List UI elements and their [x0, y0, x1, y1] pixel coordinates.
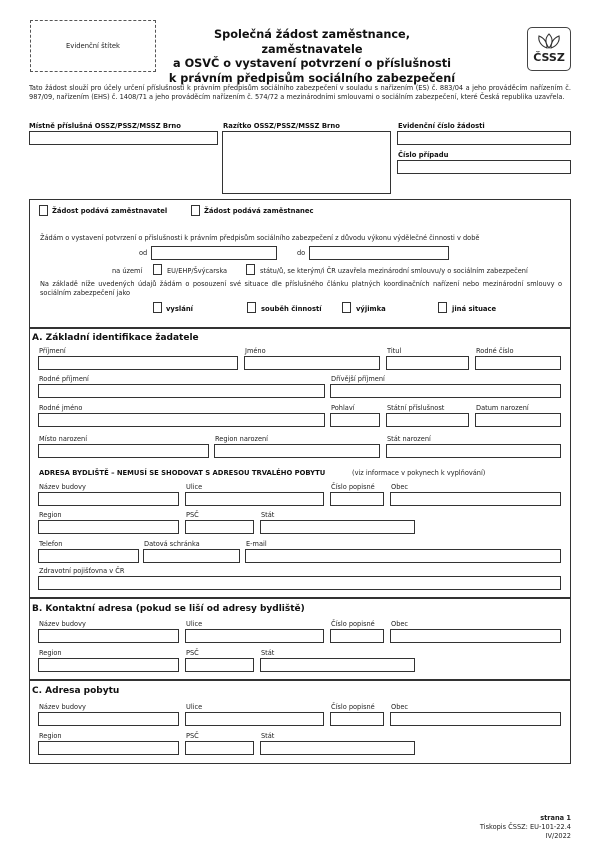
building-field[interactable] [38, 492, 179, 506]
employer-request-label: Žádost podává zaměstnavatel [52, 207, 168, 215]
period-to-label: do [297, 249, 306, 257]
citizenship-field[interactable] [386, 413, 469, 427]
assessment-basis-text: Na základě níže uvedených údajů žádám o posouzení své situace dle příslušného článku platných koordinačních nařízení nebo mezinárodní smlouvy o sociálním zabezpečení jako [40, 280, 562, 298]
form-title [164, 28, 460, 86]
local-office-field[interactable] [29, 131, 218, 145]
contact-state-field[interactable] [260, 658, 415, 672]
house-number-field[interactable] [330, 492, 384, 506]
sex-field[interactable] [330, 413, 380, 427]
sex-label: Pohlaví [331, 404, 355, 412]
stay-house-number-label: Číslo popisné [331, 703, 375, 711]
request-text: Žádám o vystavení potvrzení o příslušnosti k právním předpisům sociálního zabezpečení z důvodu výkonu výdělečné činnosti v době [40, 234, 480, 242]
form-code: Tiskopis ČSSZ: EU-101-22.4 [479, 823, 571, 831]
treaty-state-label: státu/ů, se kterým/i ČR uzavřela mezinárodní smlouvu/y o sociálním zabezpečení [260, 267, 528, 275]
form-title-line-1: Společná žádost zaměstnance, zaměstnavatele [213, 28, 411, 56]
street-label: Ulice [186, 483, 203, 491]
region-field[interactable] [38, 520, 179, 534]
stay-zip-label: PSČ [186, 732, 199, 740]
other-situation-checkbox[interactable] [438, 302, 447, 313]
birth-surname-label: Rodné příjmení [39, 375, 89, 383]
contact-building-label: Název budovy [39, 620, 86, 628]
employee-request-label: Žádost podává zaměstnanec [204, 207, 314, 215]
birth-state-label: Stát narození [387, 435, 431, 443]
posting-checkbox[interactable] [153, 302, 162, 313]
page-footer [420, 814, 571, 841]
building-label: Název budovy [39, 483, 86, 491]
local-office-label: Místně příslušná OSSZ/PSSZ/MSSZ Brno [29, 122, 181, 130]
birth-state-field[interactable] [386, 444, 561, 458]
birth-date-field[interactable] [475, 413, 561, 427]
concurrent-activity-checkbox[interactable] [247, 302, 256, 313]
residence-address-heading: ADRESA BYDLIŠTĚ – NEMUSÍ SE SHODOVAT S ADRESOU TRVALÉHO POBYTU [39, 469, 326, 477]
period-from-label: od [139, 249, 148, 257]
contact-zip-label: PSČ [186, 649, 199, 657]
contact-municipality-field[interactable] [390, 629, 561, 643]
section-b-title: B. Kontaktní adresa (pokud se liší od adresy bydliště) [32, 604, 305, 614]
birth-place-label: Místo narození [39, 435, 88, 443]
posting-label: vyslání [166, 305, 193, 313]
contact-house-number-field[interactable] [330, 629, 384, 643]
municipality-field[interactable] [390, 492, 561, 506]
phone-label: Telefon [39, 540, 63, 548]
birth-number-label: Rodné číslo [476, 347, 514, 355]
exception-label: výjimka [356, 305, 386, 313]
birth-name-field[interactable] [38, 413, 325, 427]
house-number-label: Číslo popisné [331, 483, 375, 491]
case-number-field[interactable] [397, 160, 571, 174]
surname-field[interactable] [38, 356, 238, 370]
previous-surnames-field[interactable] [330, 384, 561, 398]
exception-checkbox[interactable] [342, 302, 351, 313]
first-name-field[interactable] [244, 356, 380, 370]
period-to-field[interactable] [309, 246, 449, 260]
period-from-field[interactable] [151, 246, 277, 260]
logo-text: ČSSZ [533, 51, 565, 64]
zip-field[interactable] [185, 520, 254, 534]
first-name-label: Jméno [245, 347, 266, 355]
contact-municipality-label: Obec [391, 620, 409, 628]
contact-street-field[interactable] [185, 629, 324, 643]
municipality-label: Obec [391, 483, 409, 491]
phone-field[interactable] [38, 549, 139, 563]
stay-street-field[interactable] [185, 712, 324, 726]
form-date: IV/2022 [545, 832, 571, 840]
office-stamp-label: Razítko OSSZ/PSSZ/MSSZ Brno [223, 122, 340, 130]
leaf-emblem-icon [528, 32, 570, 50]
citizenship-label: Státní příslušnost [387, 404, 445, 412]
stay-municipality-label: Obec [391, 703, 409, 711]
street-field[interactable] [185, 492, 324, 506]
stay-state-field[interactable] [260, 741, 415, 755]
email-label: E-mail [246, 540, 267, 548]
birth-region-label: Region narození [215, 435, 269, 443]
stay-building-field[interactable] [38, 712, 179, 726]
contact-zip-field[interactable] [185, 658, 254, 672]
stay-municipality-field[interactable] [390, 712, 561, 726]
previous-surnames-label: Dřívější příjmení [331, 375, 385, 383]
contact-region-field[interactable] [38, 658, 179, 672]
data-box-label: Datová schránka [144, 540, 200, 548]
contact-street-label: Ulice [186, 620, 203, 628]
stay-zip-field[interactable] [185, 741, 254, 755]
contact-state-label: Stát [261, 649, 275, 657]
page-number: strana 1 [540, 814, 571, 822]
cssz-logo [527, 27, 571, 71]
birth-name-label: Rodné jméno [39, 404, 83, 412]
region-label: Region [39, 511, 62, 519]
stay-region-label: Region [39, 732, 62, 740]
stay-building-label: Název budovy [39, 703, 86, 711]
employee-request-checkbox[interactable] [191, 205, 200, 216]
section-c-title: C. Adresa pobytu [32, 686, 120, 696]
stay-street-label: Ulice [186, 703, 203, 711]
health-insurer-field[interactable] [38, 576, 561, 590]
state-label: Stát [261, 511, 275, 519]
degree-field[interactable] [386, 356, 469, 370]
eu-territory-label: EU/EHP/Švýcarska [167, 267, 228, 275]
email-field[interactable] [245, 549, 561, 563]
surname-label: Příjmení [39, 347, 66, 355]
birth-number-field[interactable] [475, 356, 561, 370]
contact-house-number-label: Číslo popisné [331, 620, 375, 628]
registration-stamp-label: Evidenční štítek [66, 42, 120, 50]
zip-label: PSČ [186, 511, 199, 519]
case-number-label: Číslo případu [398, 151, 449, 159]
concurrent-activity-label: souběh činností [261, 305, 322, 313]
territory-label: na území [112, 267, 143, 275]
registration-number-field[interactable] [397, 131, 571, 145]
data-box-field[interactable] [143, 549, 240, 563]
health-insurer-label: Zdravotní pojišťovna v ČR [39, 567, 125, 575]
stay-house-number-field[interactable] [330, 712, 384, 726]
degree-label: Titul [387, 347, 402, 355]
employer-request-checkbox[interactable] [39, 205, 48, 216]
intro-text: Tato žádost slouží pro účely určení příslušnosti k právním předpisům sociálního zabezpečení v souladu s nařízením (ES) č. 883/04 a jeho prováděcím nařízením č. 987/09, nařízením (EHS) č. 1408/71 a jeho prováděcím nařízením č. 574/72 a mezinárodními smlouvami o sociálním zabezpečení, které Česká republika uzavřela. [29, 84, 571, 102]
state-field[interactable] [260, 520, 415, 534]
other-situation-label: jiná situace [452, 305, 497, 313]
treaty-state-checkbox[interactable] [246, 264, 255, 275]
stay-state-label: Stát [261, 732, 275, 740]
birth-surname-field[interactable] [38, 384, 325, 398]
registration-number-label: Evidenční číslo žádosti [398, 122, 485, 130]
birth-place-field[interactable] [38, 444, 209, 458]
contact-region-label: Region [39, 649, 62, 657]
residence-address-note: (viz informace v pokynech k vyplňování) [352, 469, 486, 477]
form-title-line-2: a OSVČ o vystavení potvrzení o příslušnosti [173, 57, 451, 71]
office-stamp-field[interactable] [222, 131, 391, 194]
section-a-title: A. Základní identifikace žadatele [32, 333, 199, 343]
birth-region-field[interactable] [214, 444, 380, 458]
contact-building-field[interactable] [38, 629, 179, 643]
birth-date-label: Datum narození [476, 404, 529, 412]
form-title-line-3: k právním předpisům sociálního zabezpečení [168, 71, 456, 85]
eu-territory-checkbox[interactable] [153, 264, 162, 275]
stay-region-field[interactable] [38, 741, 179, 755]
